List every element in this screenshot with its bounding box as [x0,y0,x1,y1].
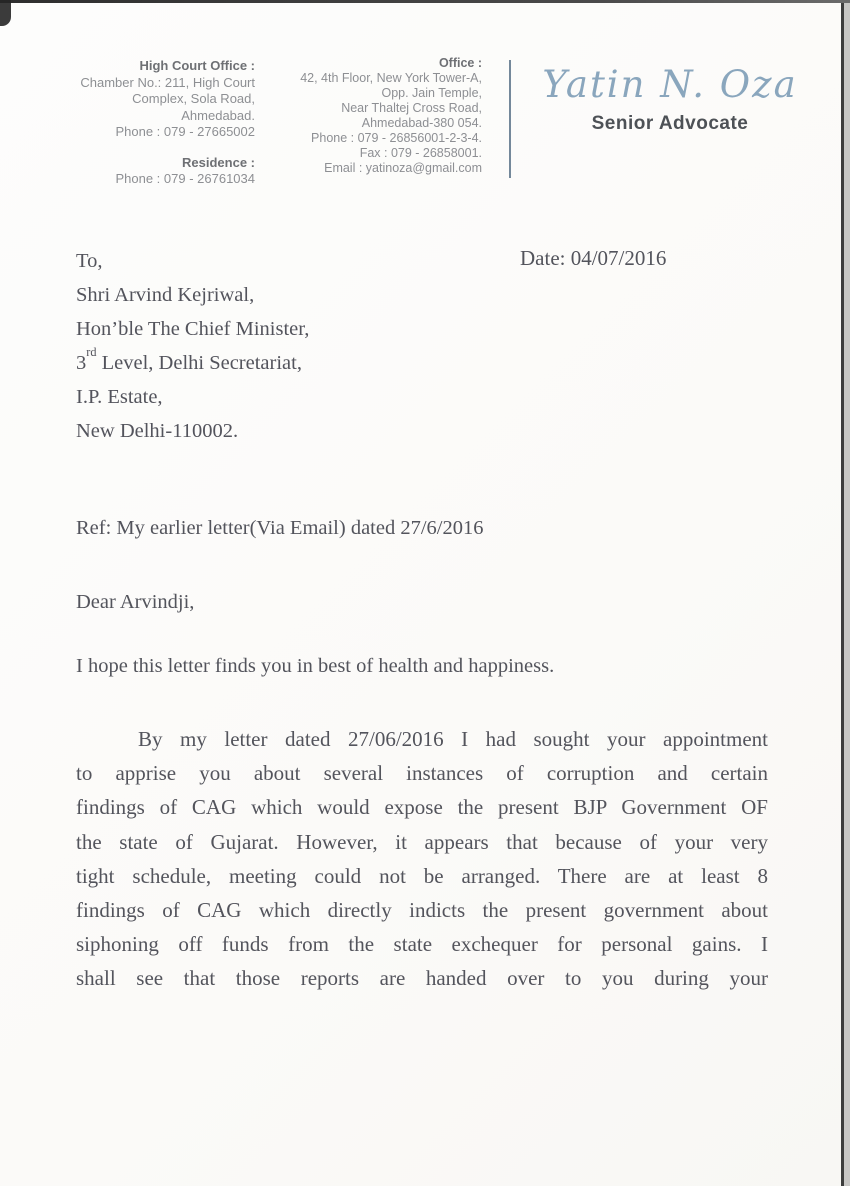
high-court-office-lines [60,75,255,141]
scan-edge-right-line [841,0,844,1186]
body-paragraph [76,722,768,996]
body-line: tight schedule, meeting could not be arranged. There are at least 8 [76,863,768,888]
high-court-office-label: High Court Office : [139,58,255,73]
recipient-line: I.P. Estate, [76,386,163,408]
address-line: Chamber No.: 211, High Court [80,74,255,90]
recipient-address-block [76,244,309,448]
recipient-line: New Delhi-110002. [76,420,239,442]
office-lines [278,71,482,176]
address-line: Ahmedabad-380 054. [361,116,482,130]
recipient-line: To, [76,250,103,272]
address-line: Complex, Sola Road, Ahmedabad. [132,91,255,123]
address-line: 42, 4th Floor, New York Tower-A, [300,71,482,85]
phone-line: Phone : 079 - 26761034 [115,171,255,186]
reference-line: Ref: My earlier letter(Via Email) dated 27/6/2016 [76,517,484,539]
address-line: Phone : 079 - 27665002 [115,124,255,139]
letter-date: Date: 04/07/2016 [520,246,667,270]
residence-lines [60,171,255,188]
recipient-line: Hon’ble The Chief Minister, [76,318,310,340]
body-line: the state of Gujarat. However, it appears that because of your very [76,829,768,854]
address-line: Near Thaltej Cross Road, [341,101,482,115]
body-line: siphoning off funds from the state exchequer for personal gains. I [76,932,768,957]
address-line: Phone : 079 - 26856001-2-3-4. [311,131,482,145]
opening-line: I hope this letter finds you in best of health and happiness. [76,655,555,677]
scan-corner-top-left [0,0,11,26]
body-line: By my letter dated 27/06/2016 I had sought your appointment [138,727,768,751]
body-line: findings of CAG which directly indicts the present government about [76,898,768,923]
advocate-name-signature: Yatin N. Oza [542,63,798,106]
residence-label: Residence : [182,154,255,170]
recipient-line: 3rd Level, Delhi Secretariat, [76,344,302,374]
letterhead-divider-line [509,60,511,178]
scan-edge-top [0,0,850,3]
salutation: Dear Arvindji, [76,591,195,613]
body-line: findings of CAG which would expose the present BJP Government OF [76,795,768,820]
letterhead-office-block [278,56,482,176]
advocate-title: Senior Advocate [591,113,749,134]
address-line: Fax : 079 - 26858001. [359,146,482,160]
letterhead-name-block [522,60,818,135]
body-line: to apprise you about several instances of corruption and certain [76,761,768,786]
address-line: Opp. Jain Temple, [381,86,482,100]
body-line: shall see that those reports are handed over to you during your [76,966,768,991]
office-label: Office : [438,56,482,70]
address-line: Email : yatinoza@gmail.com [324,161,482,175]
recipient-line: Shri Arvind Kejriwal, [76,284,255,306]
scan-edge-right-band [844,0,850,1186]
letterhead-high-court-office-block [60,58,255,188]
